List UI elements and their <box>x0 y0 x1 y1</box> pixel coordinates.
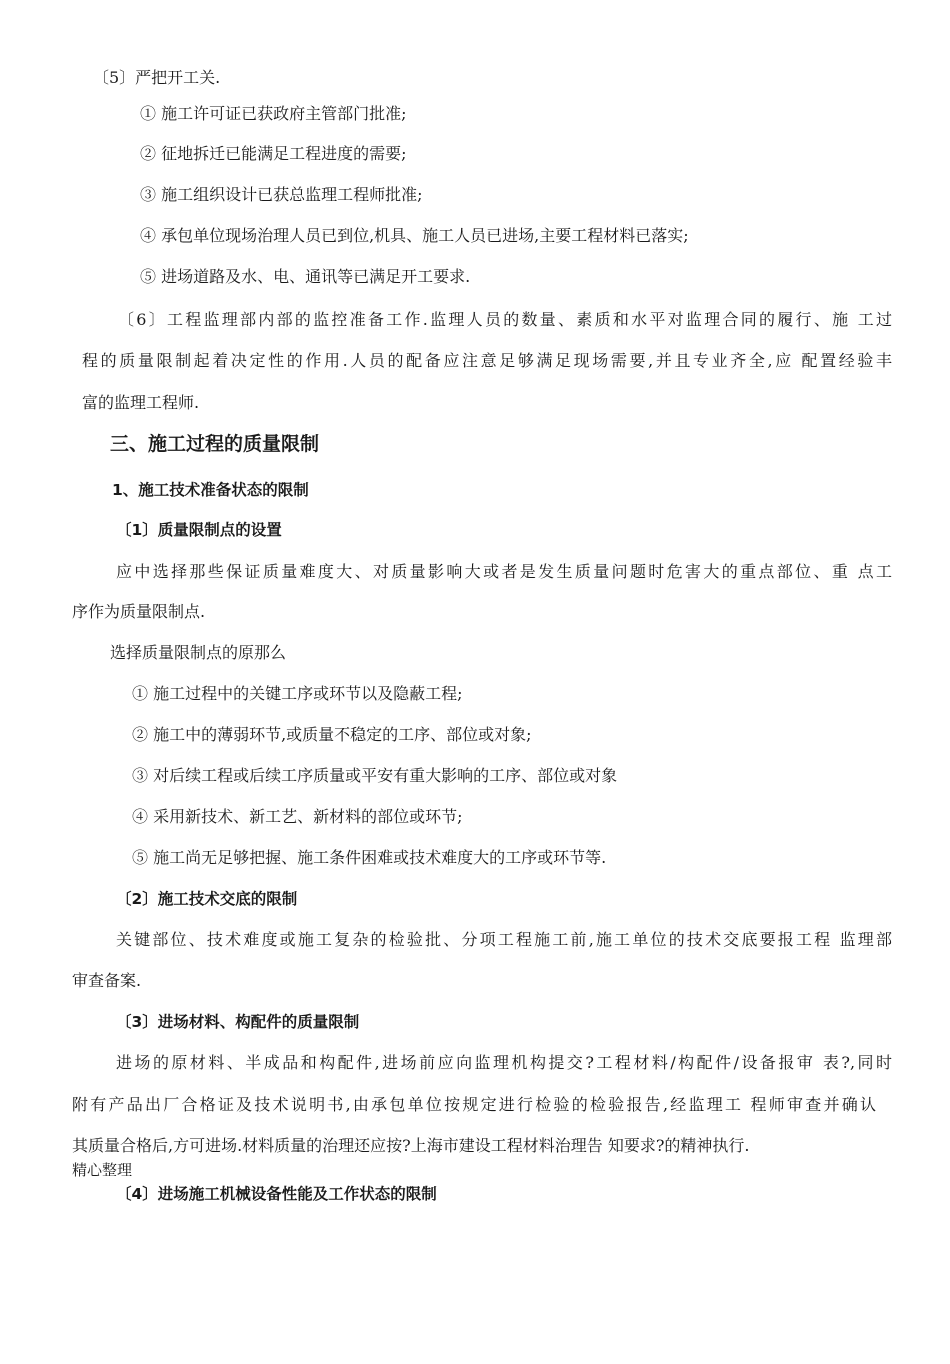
principle-item-3: ③ 对后续工程或后续工序质量或平安有重大影响的工序、部位或对象 <box>132 766 618 785</box>
sub-1-title: 1、施工技术准备状态的限制 <box>112 481 309 499</box>
principle-item-1: ① 施工过程中的关键工序或环节以及隐蔽工程; <box>132 684 463 703</box>
p3-title: 〔3〕进场材料、构配件的质量限制 <box>116 1013 360 1031</box>
section-5-item-4: ④ 承包单位现场治理人员已到位,机具、施工人员已进场,主要工程材料已落实; <box>140 226 689 245</box>
section-6-line-2: 程的质量限制起着决定性的作用.人员的配备应注意足够满足现场需要,并且专业齐全,应 配置经验丰 <box>82 351 892 370</box>
p2-line-1: 关键部位、技术难度或施工复杂的检验批、分项工程施工前,施工单位的技术交底要报工程 监理部 <box>116 930 892 949</box>
section-5-item-3: ③ 施工组织设计已获总监理工程师批准; <box>140 185 423 204</box>
p3-line-1: 进场的原材料、半成品和构配件,进场前应向监理机构提交?工程材料/构配件/设备报审 表?,同时 <box>116 1053 892 1072</box>
p1-line-1: 应中选择那些保证质量难度大、对质量影响大或者是发生质量问题时危害大的重点部位、重 点工 <box>116 562 892 581</box>
footer-note: 精心整理 <box>72 1161 133 1179</box>
section-5-item-5: ⑤ 进场道路及水、电、通讯等已满足开工要求. <box>140 267 471 286</box>
section-6-line-1: 〔6〕工程监理部内部的监控准备工作.监理人员的数量、素质和水平对监理合同的履行、施 工过 <box>118 310 892 329</box>
p3-line-2: 附有产品出厂合格证及技术说明书,由承包单位按规定进行检验的检验报告,经监理工 程师审查并确认 <box>72 1095 876 1114</box>
p4-title: 〔4〕进场施工机械设备性能及工作状态的限制 <box>116 1185 437 1203</box>
section-5-item-1: ① 施工许可证已获政府主管部门批准; <box>140 104 407 123</box>
p3-line-3: 其质量合格后,方可进场.材料质量的治理还应按?上海市建设工程材料治理告 知要求?的精神执行. <box>72 1136 750 1155</box>
p2-line-2: 审查备案. <box>72 971 142 990</box>
principle-label: 选择质量限制点的原那么 <box>110 643 287 662</box>
p1-title: 〔1〕质量限制点的设置 <box>116 521 282 539</box>
section-5-heading: 〔5〕严把开工关. <box>93 68 221 87</box>
p1-line-2: 序作为质量限制点. <box>72 602 206 621</box>
section-6-line-3: 富的监理工程师. <box>82 393 200 412</box>
section-5-item-2: ② 征地拆迁已能满足工程进度的需要; <box>140 144 407 163</box>
principle-item-2: ② 施工中的薄弱环节,或质量不稳定的工序、部位或对象; <box>132 725 532 744</box>
chapter-3-title: 三、施工过程的质量限制 <box>110 433 320 455</box>
principle-item-4: ④ 采用新技术、新工艺、新材料的部位或环节; <box>132 807 463 826</box>
principle-item-5: ⑤ 施工尚无足够把握、施工条件困难或技术难度大的工序或环节等. <box>132 848 607 867</box>
p2-title: 〔2〕施工技术交底的限制 <box>116 890 298 908</box>
